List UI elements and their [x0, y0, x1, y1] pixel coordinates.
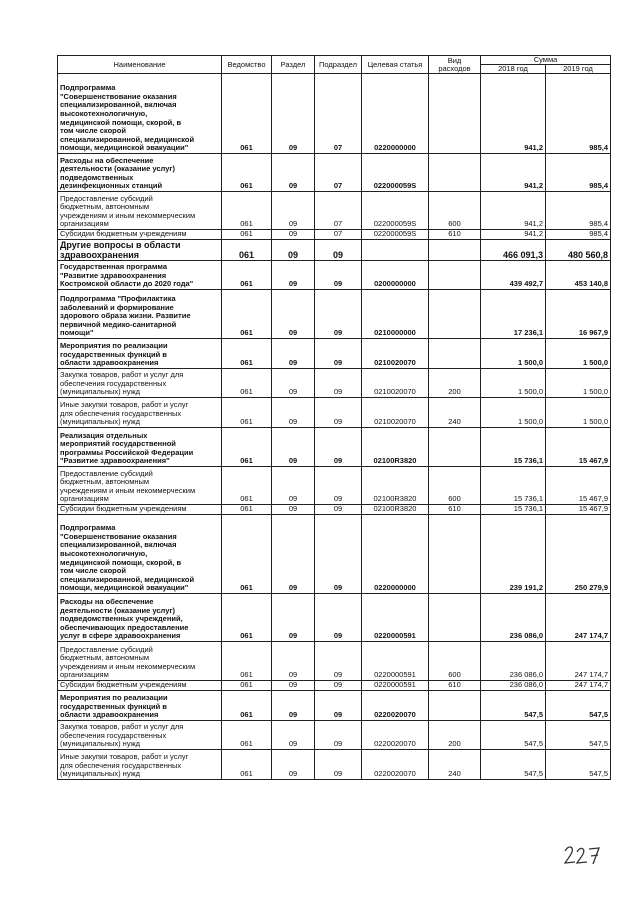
row-section: 09 — [272, 505, 315, 515]
row-target-article: 02100R3820 — [362, 428, 429, 467]
row-sum-2018: 236 086,0 — [481, 681, 546, 691]
row-section: 09 — [272, 428, 315, 467]
row-sum-2018: 15 736,1 — [481, 428, 546, 467]
table-row — [58, 154, 611, 192]
row-expense-type: 600 — [429, 467, 481, 505]
row-name: Мероприятия по реализации государственных функций в области здравоохранения — [58, 339, 222, 369]
row-target-article: 02100R3820 — [362, 467, 429, 505]
row-expense-type: 610 — [429, 505, 481, 515]
row-name: Государственная программа "Развитие здравоохранения Костромской области до 2020 года" — [58, 261, 222, 290]
row-name: Предоставление субсидий бюджетным, автономным учреждениям и иным некоммерческим организациям — [58, 467, 222, 505]
row-sum-2019: 1 500,0 — [546, 398, 611, 428]
row-ministry: 061 — [222, 154, 272, 192]
row-subsection: 07 — [315, 74, 362, 154]
row-target-article: 0210020070 — [362, 369, 429, 398]
row-expense-type — [429, 261, 481, 290]
row-sum-2018: 941,2 — [481, 192, 546, 230]
row-section: 09 — [272, 261, 315, 290]
row-ministry: 061 — [222, 642, 272, 681]
header-subsection: Подраздел — [315, 56, 362, 74]
row-target-article: 02100R3820 — [362, 505, 429, 515]
table-row — [58, 230, 611, 240]
row-ministry: 061 — [222, 515, 272, 594]
row-section: 09 — [272, 721, 315, 750]
row-name: Субсидии бюджетным учреждениям — [58, 681, 222, 691]
row-name: Расходы на обеспечение деятельности (оказание услуг) подведомственных дезинфекционных станций — [58, 154, 222, 192]
row-expense-type — [429, 74, 481, 154]
row-sum-2019: 1 500,0 — [546, 339, 611, 369]
row-target-article — [362, 240, 429, 261]
table-row — [58, 505, 611, 515]
header-year-2019: 2019 год — [546, 65, 611, 74]
row-sum-2018: 547,5 — [481, 721, 546, 750]
row-sum-2018: 1 500,0 — [481, 339, 546, 369]
row-name: Иные закупки товаров, работ и услуг для обеспечения государственных (муниципальных) нужд — [58, 398, 222, 428]
row-expense-type — [429, 691, 481, 721]
row-section: 09 — [272, 154, 315, 192]
header-target: Целевая статья — [362, 56, 429, 74]
row-section: 09 — [272, 369, 315, 398]
row-expense-type — [429, 594, 481, 642]
table-header — [58, 56, 611, 74]
table-row — [58, 750, 611, 780]
row-ministry: 061 — [222, 467, 272, 505]
row-sum-2019: 250 279,9 — [546, 515, 611, 594]
row-subsection: 09 — [315, 398, 362, 428]
row-name: Реализация отдельных мероприятий государственной программы Российской Федерации "Развитие здравоохранения" — [58, 428, 222, 467]
table-row — [58, 369, 611, 398]
row-target-article: 0220000591 — [362, 681, 429, 691]
row-ministry: 061 — [222, 398, 272, 428]
row-sum-2019: 985,4 — [546, 230, 611, 240]
row-sum-2018: 466 091,3 — [481, 240, 546, 261]
row-name: Предоставление субсидий бюджетным, автономным учреждениям и иным некоммерческим организациям — [58, 642, 222, 681]
row-subsection: 09 — [315, 339, 362, 369]
row-ministry: 061 — [222, 290, 272, 339]
row-ministry: 061 — [222, 594, 272, 642]
row-sum-2018: 941,2 — [481, 230, 546, 240]
row-target-article: 0220000000 — [362, 74, 429, 154]
table-row — [58, 398, 611, 428]
row-sum-2019: 547,5 — [546, 721, 611, 750]
row-name: Субсидии бюджетным учреждениям — [58, 230, 222, 240]
row-section: 09 — [272, 681, 315, 691]
row-subsection: 07 — [315, 230, 362, 240]
row-name: Закупка товаров, работ и услуг для обеспечения государственных (муниципальных) нужд — [58, 721, 222, 750]
row-name: Расходы на обеспечение деятельности (оказание услуг) подведомственных учреждений, обеспечивающих предоставление услуг в сфере здравоохранения — [58, 594, 222, 642]
row-subsection: 09 — [315, 642, 362, 681]
row-section: 09 — [272, 192, 315, 230]
row-sum-2019: 480 560,8 — [546, 240, 611, 261]
row-expense-type: 240 — [429, 750, 481, 780]
row-sum-2019: 547,5 — [546, 750, 611, 780]
row-section: 09 — [272, 515, 315, 594]
row-sum-2019: 1 500,0 — [546, 369, 611, 398]
header-ministry: Ведомство — [222, 56, 272, 74]
row-sum-2019: 247 174,7 — [546, 594, 611, 642]
row-name: Подпрограмма "Совершенствование оказания специализированной, включая высокотехнологичную, медицинской помощи, скорой, в том числе скорой специализированной, медицинской помощи, медицинской эвакуации" — [58, 74, 222, 154]
row-sum-2018: 941,2 — [481, 154, 546, 192]
row-subsection: 07 — [315, 154, 362, 192]
row-target-article: 0210000000 — [362, 290, 429, 339]
row-subsection: 09 — [315, 261, 362, 290]
row-subsection: 09 — [315, 428, 362, 467]
row-ministry: 061 — [222, 428, 272, 467]
row-expense-type: 610 — [429, 681, 481, 691]
row-section: 09 — [272, 642, 315, 681]
row-sum-2019: 985,4 — [546, 74, 611, 154]
row-sum-2018: 15 736,1 — [481, 505, 546, 515]
header-section: Раздел — [272, 56, 315, 74]
row-sum-2018: 17 236,1 — [481, 290, 546, 339]
row-name: Иные закупки товаров, работ и услуг для обеспечения государственных (муниципальных) нужд — [58, 750, 222, 780]
table-body — [58, 74, 611, 780]
row-ministry: 061 — [222, 261, 272, 290]
row-sum-2018: 941,2 — [481, 74, 546, 154]
row-subsection: 09 — [315, 369, 362, 398]
row-sum-2019: 985,4 — [546, 192, 611, 230]
row-ministry: 061 — [222, 230, 272, 240]
table-row — [58, 339, 611, 369]
row-section: 09 — [272, 230, 315, 240]
row-expense-type: 240 — [429, 398, 481, 428]
row-expense-type — [429, 154, 481, 192]
row-subsection: 09 — [315, 691, 362, 721]
row-name: Другие вопросы в области здравоохранения — [58, 240, 222, 261]
row-target-article: 0220020070 — [362, 691, 429, 721]
header-sum: Сумма — [481, 56, 611, 65]
row-section: 09 — [272, 290, 315, 339]
row-expense-type — [429, 240, 481, 261]
row-target-article: 0220020070 — [362, 721, 429, 750]
row-section: 09 — [272, 691, 315, 721]
row-sum-2018: 439 492,7 — [481, 261, 546, 290]
row-subsection: 07 — [315, 192, 362, 230]
table-row — [58, 240, 611, 261]
row-section: 09 — [272, 594, 315, 642]
row-subsection: 09 — [315, 515, 362, 594]
row-ministry: 061 — [222, 240, 272, 261]
table-row — [58, 290, 611, 339]
row-name: Предоставление субсидий бюджетным, автономным учреждениям и иным некоммерческим организациям — [58, 192, 222, 230]
budget-table — [57, 55, 611, 780]
table-row — [58, 467, 611, 505]
row-ministry: 061 — [222, 721, 272, 750]
row-name: Закупка товаров, работ и услуг для обеспечения государственных (муниципальных) нужд — [58, 369, 222, 398]
row-ministry: 061 — [222, 339, 272, 369]
row-ministry: 061 — [222, 750, 272, 780]
header-name: Наименование — [58, 56, 222, 74]
row-sum-2018: 236 086,0 — [481, 642, 546, 681]
row-ministry: 061 — [222, 691, 272, 721]
row-subsection: 09 — [315, 750, 362, 780]
row-expense-type — [429, 339, 481, 369]
table-row — [58, 515, 611, 594]
row-sum-2019: 247 174,7 — [546, 681, 611, 691]
row-sum-2019: 15 467,9 — [546, 467, 611, 505]
row-ministry: 061 — [222, 192, 272, 230]
row-sum-2018: 1 500,0 — [481, 369, 546, 398]
row-target-article: 022000059S — [362, 230, 429, 240]
header-year-2018: 2018 год — [481, 65, 546, 74]
row-expense-type: 600 — [429, 192, 481, 230]
row-subsection: 09 — [315, 721, 362, 750]
row-subsection: 09 — [315, 505, 362, 515]
row-subsection: 09 — [315, 240, 362, 261]
row-section: 09 — [272, 74, 315, 154]
row-sum-2018: 15 736,1 — [481, 467, 546, 505]
table-row — [58, 721, 611, 750]
row-sum-2019: 15 467,9 — [546, 505, 611, 515]
row-sum-2018: 1 500,0 — [481, 398, 546, 428]
row-section: 09 — [272, 398, 315, 428]
row-name: Подпрограмма "Профилактика заболеваний и формирование здорового образа жизни. Развитие первичной медико-санитарной помощи" — [58, 290, 222, 339]
row-target-article: 0220020070 — [362, 750, 429, 780]
row-section: 09 — [272, 750, 315, 780]
row-sum-2019: 453 140,8 — [546, 261, 611, 290]
row-target-article: 0210020070 — [362, 398, 429, 428]
row-sum-2018: 239 191,2 — [481, 515, 546, 594]
row-subsection: 09 — [315, 594, 362, 642]
row-expense-type — [429, 428, 481, 467]
row-subsection: 09 — [315, 290, 362, 339]
row-target-article: 0220000591 — [362, 594, 429, 642]
row-subsection: 09 — [315, 467, 362, 505]
table-row — [58, 691, 611, 721]
table-row — [58, 642, 611, 681]
row-sum-2019: 16 967,9 — [546, 290, 611, 339]
row-target-article: 022000059S — [362, 192, 429, 230]
table-row — [58, 428, 611, 467]
row-target-article: 0220000000 — [362, 515, 429, 594]
row-name: Мероприятия по реализации государственных функций в области здравоохранения — [58, 691, 222, 721]
row-sum-2019: 547,5 — [546, 691, 611, 721]
table-row — [58, 261, 611, 290]
row-name: Подпрограмма "Совершенствование оказания специализированной, включая высокотехнологичную, медицинской помощи, скорой, в том числе скорой специализированной, медицинской помощи, медицинской эвакуации" — [58, 515, 222, 594]
row-sum-2018: 236 086,0 — [481, 594, 546, 642]
row-section: 09 — [272, 339, 315, 369]
row-target-article: 0200000000 — [362, 261, 429, 290]
row-sum-2018: 547,5 — [481, 750, 546, 780]
table-row — [58, 594, 611, 642]
row-section: 09 — [272, 467, 315, 505]
row-expense-type — [429, 515, 481, 594]
row-ministry: 061 — [222, 369, 272, 398]
row-expense-type: 610 — [429, 230, 481, 240]
row-sum-2019: 247 174,7 — [546, 642, 611, 681]
row-sum-2019: 985,4 — [546, 154, 611, 192]
row-ministry: 061 — [222, 505, 272, 515]
row-sum-2018: 547,5 — [481, 691, 546, 721]
row-ministry: 061 — [222, 74, 272, 154]
row-target-article: 022000059S — [362, 154, 429, 192]
row-sum-2019: 15 467,9 — [546, 428, 611, 467]
row-expense-type: 600 — [429, 642, 481, 681]
table-row — [58, 681, 611, 691]
row-expense-type — [429, 290, 481, 339]
row-section: 09 — [272, 240, 315, 261]
table-row — [58, 74, 611, 154]
header-expense-type: Вид расходов — [429, 56, 481, 74]
table-row — [58, 192, 611, 230]
handwritten-page-number — [562, 842, 602, 866]
row-ministry: 061 — [222, 681, 272, 691]
row-expense-type: 200 — [429, 369, 481, 398]
row-target-article: 0220000591 — [362, 642, 429, 681]
row-expense-type: 200 — [429, 721, 481, 750]
row-subsection: 09 — [315, 681, 362, 691]
row-name: Субсидии бюджетным учреждениям — [58, 505, 222, 515]
row-target-article: 0210020070 — [362, 339, 429, 369]
